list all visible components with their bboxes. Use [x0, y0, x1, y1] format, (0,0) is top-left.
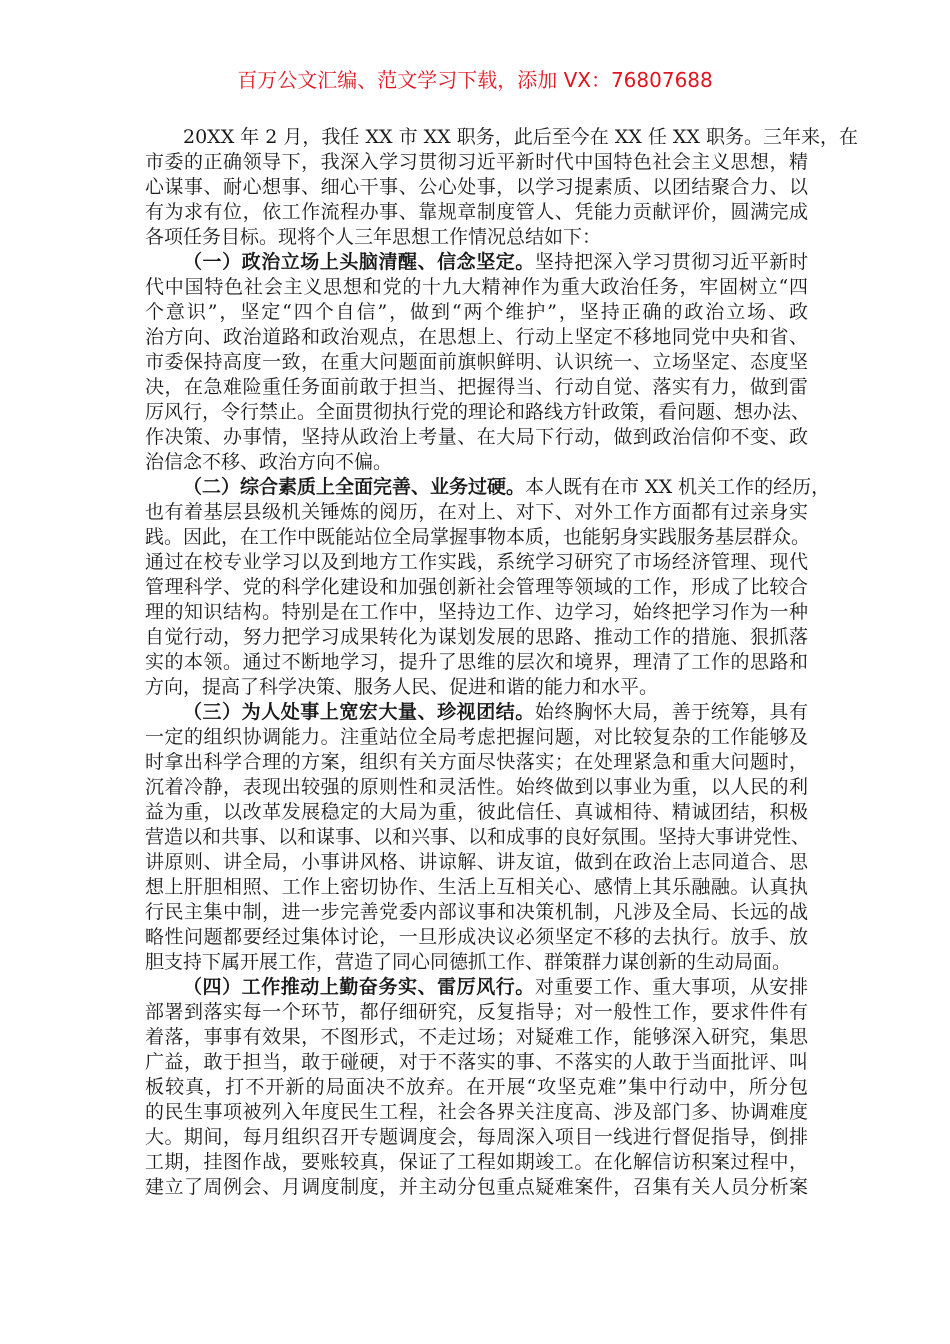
paragraph: [145, 125, 858, 250]
text-line: [145, 750, 808, 775]
text-line: [145, 625, 808, 650]
line-text: 一定的组织协调能力。注重站位全局考虑把握问题，对比较复杂的工作能够及: [145, 726, 808, 748]
text-line: [145, 925, 808, 950]
text-line: [145, 1150, 808, 1175]
text-line: [145, 550, 808, 575]
text-line: [145, 475, 831, 500]
line-text: 行民主集中制，进一步完善党委内部议事和决策机制，凡涉及全局、长远的战: [145, 901, 808, 923]
text-line: [145, 975, 808, 1000]
line-text: 略性问题都要经过集体讨论，一旦形成决议必须坚定不移的去执行。放手、放: [145, 926, 808, 948]
text-line: [145, 600, 808, 625]
line-text: 始终胸怀大局，善于统筹，具有: [534, 701, 808, 723]
text-line: [145, 450, 808, 475]
text-line: [145, 850, 808, 875]
text-line: [145, 375, 808, 400]
line-text: 部署到落实每一个环节，都仔细研究，反复指导；对一般性工作，要求件件有: [145, 1001, 808, 1023]
section-heading: （一）政治立场上头脑清醒、信念坚定。: [183, 251, 535, 273]
text-line: [145, 1125, 808, 1150]
line-text: 胆支持下属开展工作，营造了同心同德抓工作、群策群力谋创新的生动局面。: [145, 951, 792, 973]
text-line: [145, 150, 808, 175]
text-line: [145, 725, 808, 750]
text-line: [145, 700, 808, 725]
line-text: 坚持把深入学习贯彻习近平新时: [534, 251, 808, 273]
text-line: [145, 200, 808, 225]
paragraph: [145, 975, 808, 1200]
line-text: 心谋事、耐心想事、细心干事、公心处事，以学习提素质、以团结聚合力、以: [145, 176, 808, 198]
line-text: 20XX 年 2 月，我任 XX 市 XX 职务，此后至今在 XX 任 XX 职务。三年来，在: [183, 126, 858, 148]
line-text: 作决策、办事情，坚持从政治上考量、在大局下行动，做到政治信仰不变、政: [145, 426, 808, 448]
text-line: [145, 425, 808, 450]
text-line: [145, 675, 808, 700]
line-text: 理的知识结构。特别是在工作中，坚持边工作、边学习，始终把学习作为一种: [145, 601, 808, 623]
text-line: [145, 250, 808, 275]
line-text: 想上肝胆相照、工作上密切协作、生活上互相关心、感情上其乐融融。认真执: [145, 876, 808, 898]
paragraph: [145, 475, 831, 700]
paragraph: [145, 700, 811, 975]
text-line: [145, 275, 808, 300]
line-text: 践。因此，在工作中既能站位全局掌握事物本质，也能躬身实践服务基层群众。: [145, 526, 811, 548]
paragraph: [145, 250, 811, 475]
line-text: 讲原则、讲全局，小事讲风格、讲谅解、讲友谊，做到在政治上志同道合、思: [145, 851, 808, 873]
section-heading: （二）综合素质上全面完善、业务过硬。: [183, 476, 526, 498]
section-heading: （三）为人处事上宽宏大量、珍视团结。: [183, 701, 535, 723]
text-line: [145, 350, 808, 375]
text-line: [145, 175, 808, 200]
text-line: [145, 325, 808, 350]
text-line: [145, 800, 808, 825]
line-text: 市委的正确领导下，我深入学习贯彻习近平新时代中国特色社会主义思想，精: [145, 151, 808, 173]
text-line: [145, 500, 808, 525]
line-text: 广益，敢于担当，敢于碰硬，对于不落实的事、不落实的人敢于当面批评、叫: [145, 1051, 808, 1073]
line-text: 厉风行，令行禁止。全面贯彻执行党的理论和路线方针政策，看问题、想办法、: [145, 401, 811, 423]
text-line: [145, 825, 811, 850]
watermark-banner: 百万公文汇编、范文学习下载，添加 VX：76807688: [237, 68, 713, 92]
text-line: [145, 1025, 808, 1050]
line-text: 建立了周例会、月调度制度，并主动分包重点疑难案件，召集有关人员分析案: [145, 1176, 808, 1198]
line-text: 着落，事事有效果，不图形式，不走过场；对疑难工作，能够深入研究，集思: [145, 1026, 808, 1048]
line-text: 市委保持高度一致，在重大问题面前旗帜鲜明、认识统一、立场坚定、态度坚: [145, 351, 808, 373]
text-line: [145, 400, 811, 425]
line-text: 大。期间，每月组织召开专题调度会，每周深入项目一线进行督促指导，倒排: [145, 1126, 808, 1148]
line-text: 也有着基层县级机关锤炼的阅历，在对上、对下、对外工作方面都有过亲身实: [145, 501, 808, 523]
text-line: [145, 650, 808, 675]
line-text: 益为重，以改革发展稳定的大局为重，彼此信任、真诚相待、精诚团结，积极: [145, 801, 808, 823]
line-text: 对重要工作、重大事项，从安排: [534, 976, 808, 998]
line-text: 的民生事项被列入年度民生工程，社会各界关注度高、涉及部门多、协调难度: [145, 1101, 808, 1123]
text-line: [145, 1175, 808, 1200]
text-line: [145, 300, 808, 325]
document-body: [145, 125, 858, 1200]
line-text: 时拿出科学合理的方案，组织有关方面尽快落实；在处理紧急和重大问题时，: [145, 751, 808, 773]
text-line: [145, 775, 808, 800]
text-line: [145, 950, 808, 975]
text-line: [145, 1075, 808, 1100]
line-text: 各项任务目标。现将个人三年思想工作情况总结如下：: [145, 226, 602, 248]
text-line: [145, 1050, 808, 1075]
line-text: 本人既有在市 XX 机关工作的经历，: [525, 476, 831, 498]
text-line: [145, 1000, 808, 1025]
line-text: 决，在急难险重任务面前敢于担当、把握得当、行动自觉、落实有力，做到雷: [145, 376, 808, 398]
text-line: [145, 875, 808, 900]
line-text: 工期，挂图作战，要账较真，保证了工程如期竣工。在化解信访积案过程中，: [145, 1151, 808, 1173]
line-text: 方向，提高了科学决策、服务人民、促进和谐的能力和水平。: [145, 676, 659, 698]
text-line: [145, 1100, 808, 1125]
line-text: 实的本领。通过不断地学习，提升了思维的层次和境界，理清了工作的思路和: [145, 651, 808, 673]
line-text: 沉着冷静，表现出较强的原则性和灵活性。始终做到以事业为重，以人民的利: [145, 776, 808, 798]
line-text: 个意识”，坚定“四个自信”，做到“两个维护”，坚持正确的政治立场、政: [145, 301, 808, 323]
section-heading: （四）工作推动上勤奋务实、雷厉风行。: [183, 976, 535, 998]
text-line: [145, 225, 808, 250]
line-text: 治信念不移、政治方向不偏。: [145, 451, 393, 473]
line-text: 有为求有位，依工作流程办事、靠规章制度管人、凭能力贡献评价，圆满完成: [145, 201, 808, 223]
line-text: 营造以和共事、以和谋事、以和兴事、以和成事的良好氛围。坚持大事讲党性、: [145, 826, 811, 848]
line-text: 通过在校专业学习以及到地方工作实践，系统学习研究了市场经济管理、现代: [145, 551, 808, 573]
text-line: [145, 525, 811, 550]
line-text: 板较真，打不开新的局面决不放弃。在开展“攻坚克难”集中行动中，所分包: [145, 1076, 808, 1098]
line-text: 自觉行动，努力把学习成果转化为谋划发展的思路、推动工作的措施、狠抓落: [145, 626, 808, 648]
text-line: [145, 900, 808, 925]
line-text: 治方向、政治道路和政治观点，在思想上、行动上坚定不移地同党中央和省、: [145, 326, 808, 348]
text-line: [145, 125, 858, 150]
text-line: [145, 575, 808, 600]
line-text: 管理科学、党的科学化建设和加强创新社会管理等领域的工作，形成了比较合: [145, 576, 808, 598]
line-text: 代中国特色社会主义思想和党的十九大精神作为重大政治任务，牢固树立“四: [145, 276, 808, 298]
